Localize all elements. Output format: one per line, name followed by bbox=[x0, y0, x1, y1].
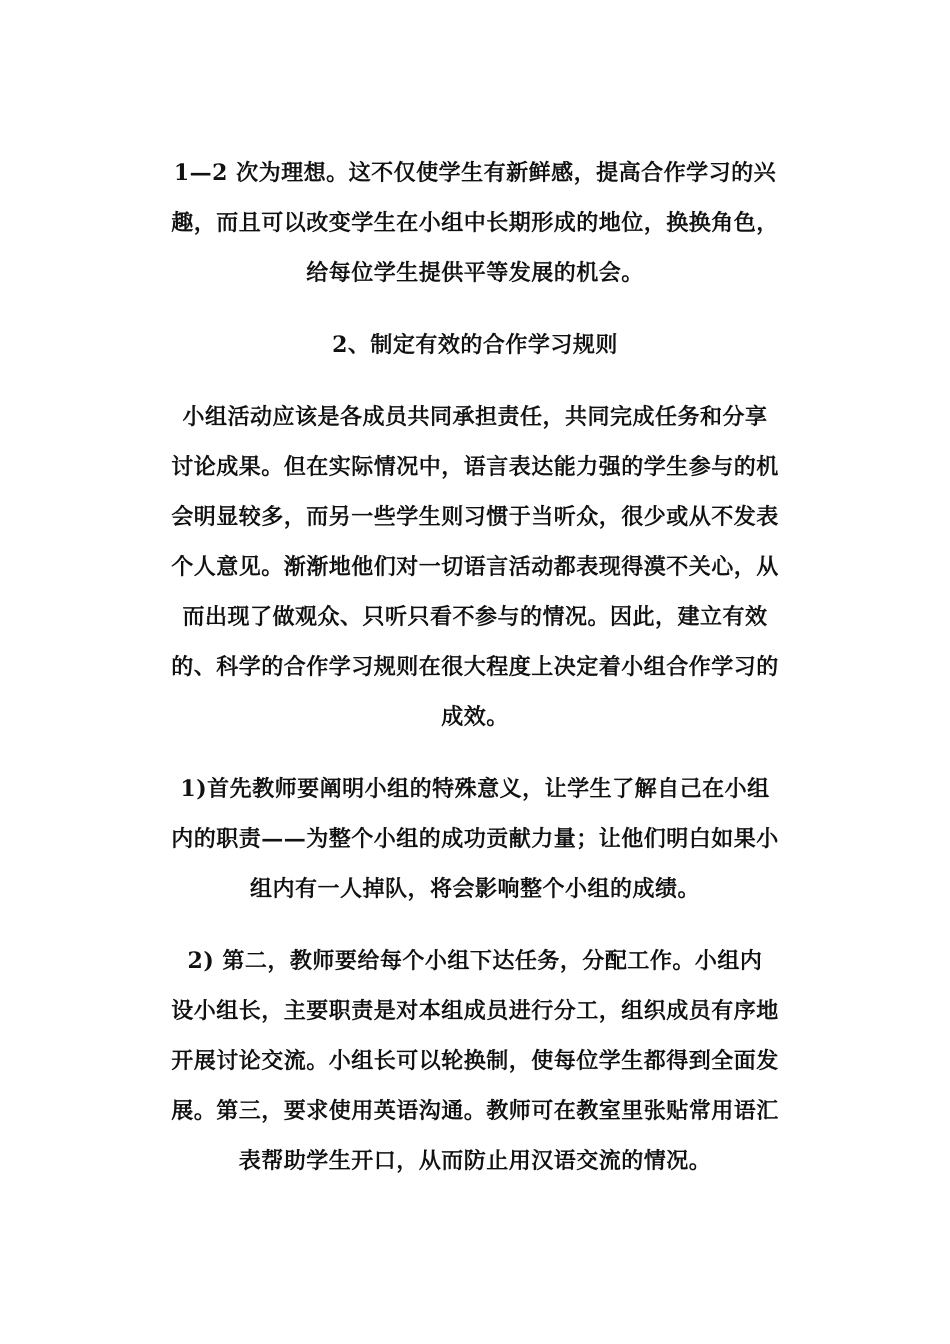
paragraph-4-line-1: 2) 第二，教师要给每个小组下达任务，分配工作。小组内 bbox=[187, 948, 763, 974]
paragraph-2-line-3: 会明显较多，而另一些学生则习惯于当听众，很少或从不发表 bbox=[171, 504, 779, 530]
paragraph-4-line-3: 开展讨论交流。小组长可以轮换制，使每位学生都得到全面发 bbox=[171, 1048, 779, 1074]
paragraph-1-line-1: 1—2 次为理想。这不仅使学生有新鲜感，提高合作学习的兴 bbox=[173, 160, 777, 186]
paragraph-4-line-4: 展。第三，要求使用英语沟通。教师可在教室里张贴常用语汇 bbox=[171, 1098, 779, 1124]
paragraph-1-line-2: 趣，而且可以改变学生在小组中长期形成的地位，换换角色， bbox=[171, 210, 779, 236]
section-heading-2: 2、制定有效的合作学习规则 bbox=[332, 332, 618, 358]
paragraph-3-line-1: 1)首先教师要阐明小组的特殊意义，让学生了解自己在小组 bbox=[180, 776, 770, 802]
paragraph-3-line-2: 内的职责——为整个小组的成功贡献力量；让他们明白如果小 bbox=[171, 826, 779, 852]
paragraph-2-line-2: 讨论成果。但在实际情况中，语言表达能力强的学生参与的机 bbox=[171, 454, 779, 480]
paragraph-1-line-3: 给每位学生提供平等发展的机会。 bbox=[306, 260, 644, 286]
paragraph-2-line-5: 而出现了做观众、只听只看不参与的情况。因此，建立有效 bbox=[182, 604, 768, 630]
paragraph-3-line-3: 组内有一人掉队，将会影响整个小组的成绩。 bbox=[249, 876, 700, 902]
paragraph-4-line-2: 设小组长，主要职责是对本组成员进行分工，组织成员有序地 bbox=[171, 998, 779, 1024]
paragraph-2-line-1: 小组活动应该是各成员共同承担责任，共同完成任务和分享 bbox=[182, 404, 768, 430]
paragraph-2-line-6: 的、科学的合作学习规则在很大程度上决定着小组合作学习的 bbox=[171, 654, 779, 680]
paragraph-2-line-7: 成效。 bbox=[441, 704, 509, 730]
paragraph-4-line-5: 表帮助学生开口，从而防止用汉语交流的情况。 bbox=[238, 1148, 712, 1174]
paragraph-2-line-4: 个人意见。渐渐地他们对一切语言活动都表现得漠不关心，从 bbox=[171, 554, 779, 580]
